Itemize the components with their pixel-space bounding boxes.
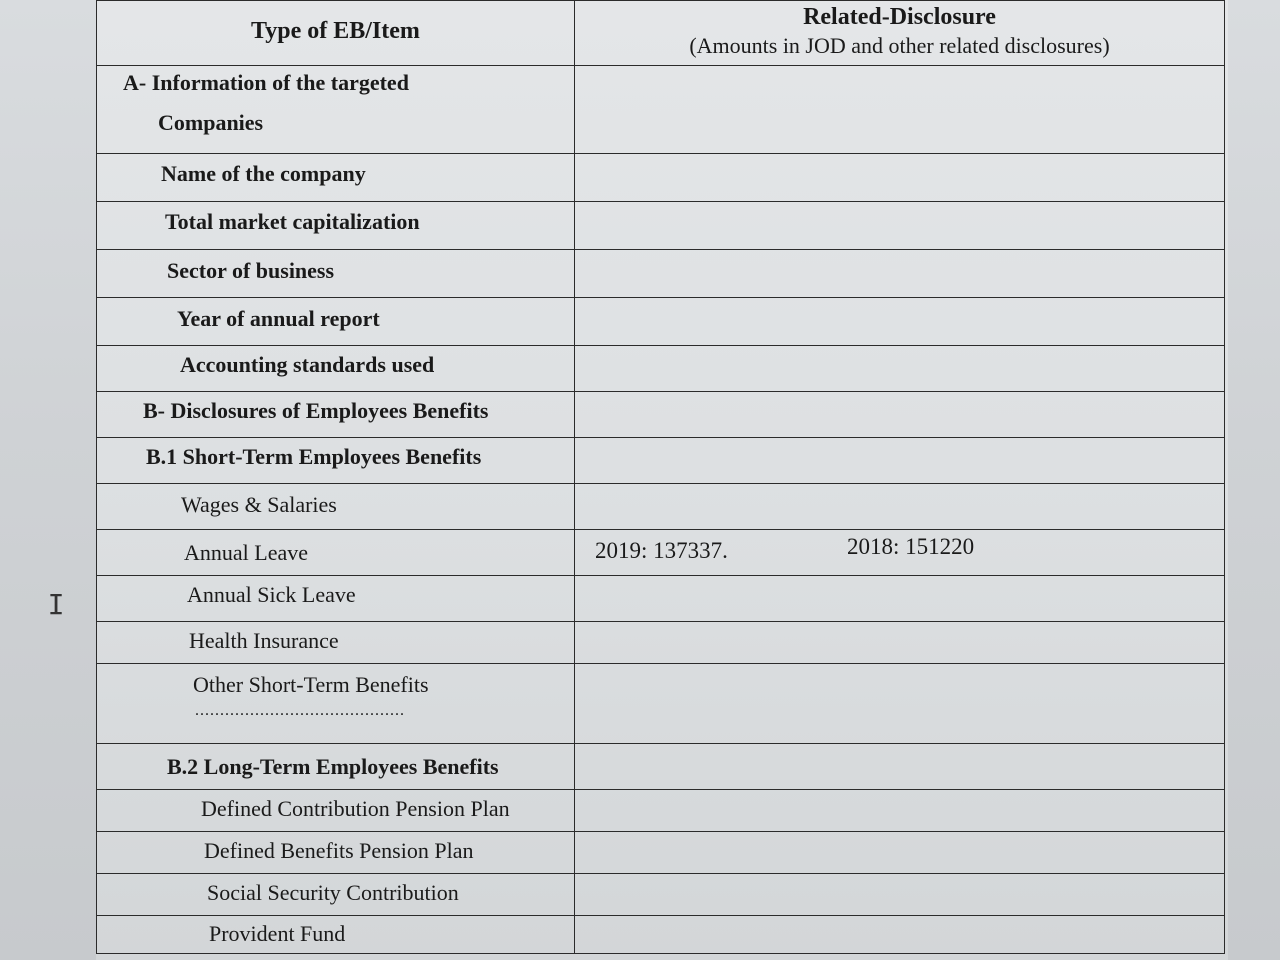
table-row: [97, 744, 1225, 790]
table-row: [97, 154, 1225, 202]
header-type-label: Type of EB/Item: [251, 18, 420, 44]
item-cell: [97, 530, 575, 576]
table-row: [97, 832, 1225, 874]
annual-leave-value-cell[interactable]: [575, 530, 1225, 576]
item-label: Social Security Contribution: [207, 880, 459, 905]
item-label: Sector of business: [167, 258, 335, 283]
table-row: [97, 298, 1225, 346]
header-type-cell: [97, 1, 575, 66]
item-label: Year of annual report: [177, 306, 380, 331]
item-label: Provident Fund: [209, 921, 346, 946]
table-row: [97, 790, 1225, 832]
dotted-fill-line: ..........................................: [195, 702, 405, 719]
item-label: Health Insurance: [189, 628, 339, 653]
table-row: [97, 530, 1225, 576]
item-cell: [97, 202, 575, 250]
value-cell[interactable]: [575, 874, 1225, 916]
table-row: [97, 484, 1225, 530]
value-cell[interactable]: [575, 154, 1225, 202]
section-a-title-cell: [97, 66, 575, 154]
item-label: Accounting standards used: [180, 352, 435, 377]
item-cell: [97, 664, 575, 744]
item-cell: [97, 916, 575, 954]
value-cell[interactable]: [575, 250, 1225, 298]
text-cursor-icon: I: [47, 588, 65, 621]
annual-leave-2019: 2019: 137337.: [595, 538, 728, 563]
header-disclosure-title: Related-Disclosure: [803, 4, 996, 30]
table-row: [97, 346, 1225, 392]
item-label: Wages & Salaries: [181, 492, 337, 517]
b2-title: B.2 Long-Term Employees Benefits: [167, 754, 499, 779]
item-label: Other Short-Term Benefits: [193, 672, 429, 697]
table-row: [97, 622, 1225, 664]
item-cell: [97, 298, 575, 346]
item-cell: [97, 484, 575, 530]
item-label: Annual Sick Leave: [187, 582, 356, 607]
value-cell[interactable]: [575, 298, 1225, 346]
table-header-row: [97, 1, 1225, 66]
b1-title: B.1 Short-Term Employees Benefits: [146, 444, 482, 469]
item-label: Defined Contribution Pension Plan: [201, 796, 510, 821]
value-cell[interactable]: [575, 202, 1225, 250]
table-row: [97, 438, 1225, 484]
item-cell: [97, 622, 575, 664]
header-disclosure-cell: [575, 1, 1225, 66]
value-cell[interactable]: [575, 346, 1225, 392]
table-row: [97, 916, 1225, 954]
value-cell[interactable]: [575, 664, 1225, 744]
item-label: Defined Benefits Pension Plan: [204, 838, 474, 863]
item-cell: [97, 576, 575, 622]
item-cell: [97, 874, 575, 916]
b2-title-cell: [97, 744, 575, 790]
section-a-title-line1: A- Information of the targeted: [123, 70, 409, 95]
b1-title-cell: [97, 438, 575, 484]
value-cell[interactable]: [575, 744, 1225, 790]
table-row: [97, 664, 1225, 744]
item-cell: [97, 832, 575, 874]
table-row: [97, 576, 1225, 622]
value-cell[interactable]: [575, 916, 1225, 954]
value-cell[interactable]: [575, 66, 1225, 154]
item-label: Total market capitalization: [165, 209, 420, 234]
table-row: [97, 202, 1225, 250]
value-cell[interactable]: [575, 790, 1225, 832]
value-cell[interactable]: [575, 622, 1225, 664]
item-cell: [97, 154, 575, 202]
section-b-title: B- Disclosures of Employees Benefits: [143, 398, 489, 423]
table-row: [97, 392, 1225, 438]
annual-leave-2018: 2018: 151220: [847, 534, 975, 559]
item-cell: [97, 250, 575, 298]
value-cell[interactable]: [575, 438, 1225, 484]
item-cell: [97, 790, 575, 832]
item-cell: [97, 346, 575, 392]
value-cell[interactable]: [575, 832, 1225, 874]
value-cell[interactable]: [575, 576, 1225, 622]
table-row: [97, 66, 1225, 154]
section-a-title-line2: Companies: [158, 110, 264, 135]
table-row: [97, 250, 1225, 298]
value-cell[interactable]: [575, 392, 1225, 438]
item-label: Name of the company: [161, 161, 366, 186]
section-b-title-cell: [97, 392, 575, 438]
eb-disclosure-table: [96, 0, 1225, 954]
table-row: [97, 874, 1225, 916]
header-disclosure-subtitle: (Amounts in JOD and other related disclosures): [689, 33, 1110, 58]
item-label: Annual Leave: [184, 540, 308, 565]
value-cell[interactable]: [575, 484, 1225, 530]
